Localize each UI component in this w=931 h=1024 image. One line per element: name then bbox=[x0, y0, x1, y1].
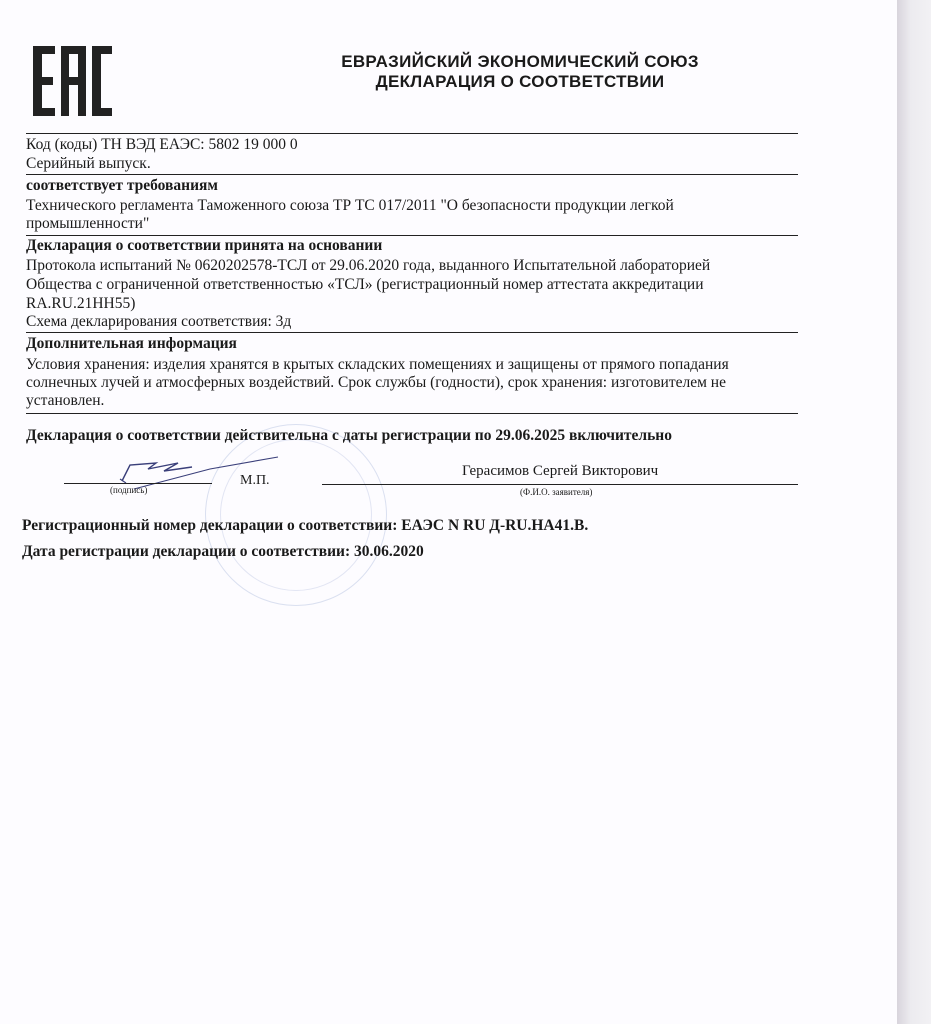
signature-line bbox=[64, 483, 212, 484]
additional-info-line: Условия хранения: изделия хранятся в крытых складских помещениях и защищены от прямого попадания bbox=[26, 356, 729, 373]
product-code: Код (коды) ТН ВЭД ЕАЭС: 5802 19 000 0 bbox=[26, 136, 298, 153]
seal-stamp bbox=[205, 424, 387, 606]
name-line bbox=[322, 484, 798, 485]
additional-info-line: установлен. bbox=[26, 392, 105, 409]
requirements-text-line: промышленности" bbox=[26, 215, 150, 232]
basis-text-line: Общества с ограниченной ответственностью «ТСЛ» (регистрационный номер аттестата аккредитации bbox=[26, 276, 704, 293]
registration-number: Регистрационный номер декларации о соответствии: ЕАЭС N RU Д-RU.НА41.В. bbox=[22, 517, 589, 534]
divider bbox=[26, 133, 798, 134]
basis-text-line: Протокола испытаний № 0620202578-ТСЛ от 29.06.2020 года, выданного Испытательной лабораторией bbox=[26, 257, 711, 274]
divider bbox=[26, 174, 798, 175]
basis-text-line: RA.RU.21НН55) bbox=[26, 295, 136, 312]
requirements-text-line: Технического регламента Таможенного союза ТР ТС 017/2011 "О безопасности продукции легкой bbox=[26, 197, 674, 214]
validity-statement: Декларация о соответствии действительна с даты регистрации по 29.06.2025 включительно bbox=[26, 427, 672, 444]
name-caption: (Ф.И.О. заявителя) bbox=[520, 487, 593, 497]
additional-info-heading: Дополнительная информация bbox=[26, 335, 237, 352]
divider bbox=[26, 235, 798, 236]
signature-caption: (подпись) bbox=[110, 485, 148, 495]
header-union-title: ЕВРАЗИЙСКИЙ ЭКОНОМИЧЕСКИЙ СОЮЗ bbox=[341, 52, 699, 71]
declaration-scheme: Схема декларирования соответствия: 3д bbox=[26, 313, 292, 330]
basis-heading: Декларация о соответствии принята на основании bbox=[26, 237, 383, 254]
eac-logo bbox=[30, 44, 114, 118]
divider bbox=[26, 413, 798, 414]
applicant-name: Герасимов Сергей Викторович bbox=[462, 463, 659, 479]
seal-place-label: М.П. bbox=[240, 473, 270, 488]
header-document-title: ДЕКЛАРАЦИЯ О СООТВЕТСТВИИ bbox=[375, 72, 665, 91]
registration-date: Дата регистрации декларации о соответствии: 30.06.2020 bbox=[22, 543, 424, 560]
release-type: Серийный выпуск. bbox=[26, 155, 151, 172]
additional-info-line: солнечных лучей и атмосферных воздействий. Срок службы (годности), срок хранения: изготовителем не bbox=[26, 374, 726, 391]
divider bbox=[26, 332, 798, 333]
requirements-heading: соответствует требованиям bbox=[26, 177, 218, 194]
scan-edge bbox=[897, 0, 931, 1024]
